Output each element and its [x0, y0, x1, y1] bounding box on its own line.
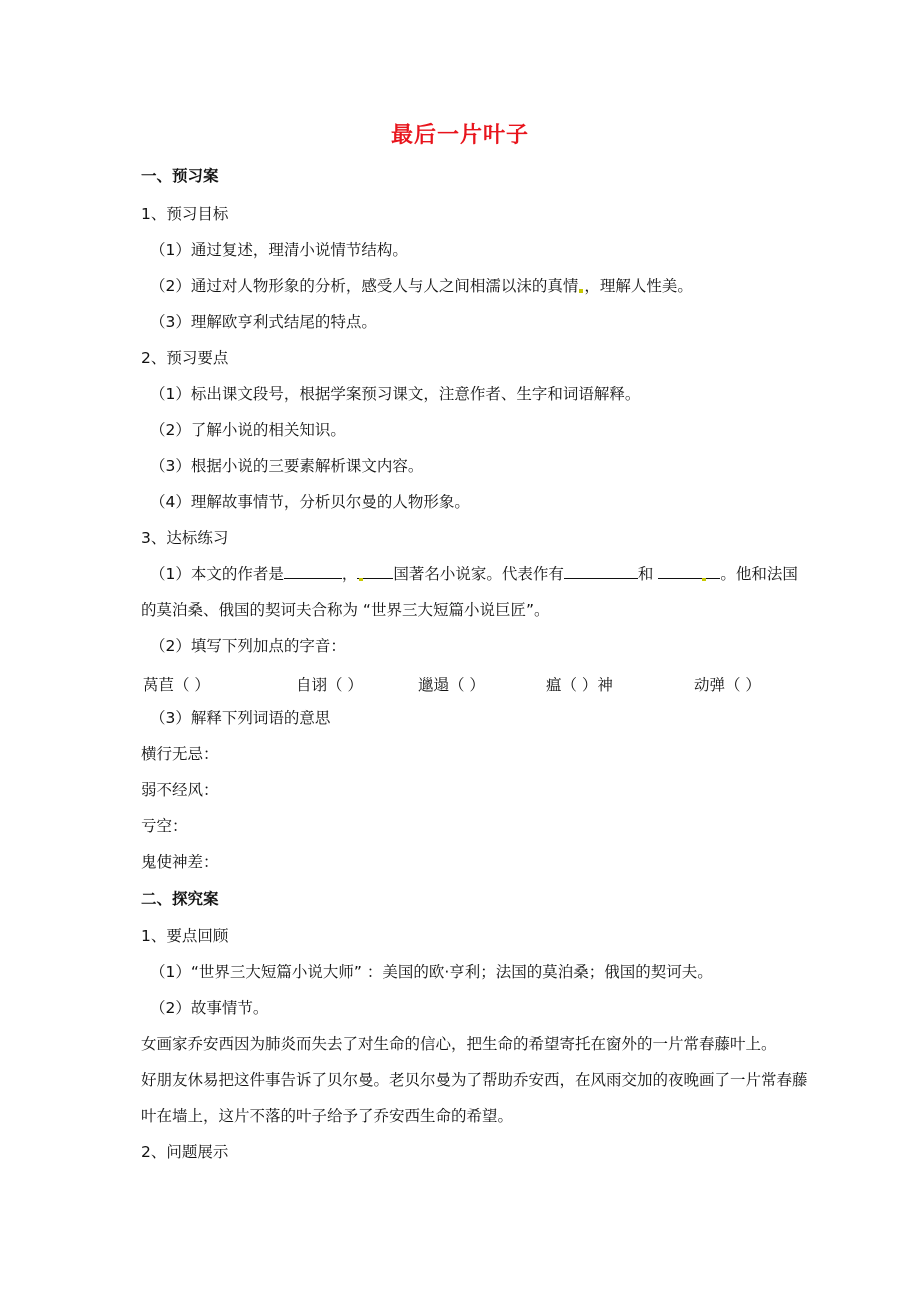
- blank-country[interactable]: [357, 564, 393, 579]
- list-item: （3）理解欧亨利式结尾的特点。: [150, 313, 377, 331]
- vocab-item: 鬼使神差：: [141, 853, 219, 871]
- paragraph-line: 女画家乔安西因为肺炎而失去了对生命的信心，把生命的希望寄托在窗外的一片常春藤叶上。: [141, 1035, 777, 1053]
- subsection-heading: 2、问题展示: [141, 1143, 229, 1161]
- list-item: （4）理解故事情节，分析贝尔曼的人物形象。: [150, 493, 470, 511]
- word-item: 邋遢（ ）: [418, 676, 485, 694]
- annotation-mark: [579, 289, 583, 293]
- list-item: （1）通过复述，理清小说情节结构。: [150, 241, 408, 259]
- fill-in-question: （1）本文的作者是 ， 国著名小说家。代表作有 和 。他和法国: [150, 565, 798, 583]
- blank-work-2[interactable]: [658, 564, 720, 579]
- subsection-heading: 2、预习要点: [141, 349, 229, 367]
- vocab-item: 亏空：: [141, 817, 188, 835]
- list-item: （3）解释下列词语的意思: [150, 709, 331, 727]
- vocab-item: 横行无忌：: [141, 745, 219, 763]
- list-item: （1）标出课文段号，根据学案预习课文，注意作者、生字和词语解释。: [150, 385, 641, 403]
- list-item: （3）根据小说的三要素解析课文内容。: [150, 457, 424, 475]
- vocab-item: 弱不经风：: [141, 781, 219, 799]
- word-item: 动弹（ ）: [694, 676, 761, 694]
- word-item: 莴苣（ ）: [143, 676, 210, 694]
- paragraph-line: 好朋友休易把这件事告诉了贝尔曼。老贝尔曼为了帮助乔安西，在风雨交加的夜晚画了一片常春藤: [141, 1071, 808, 1089]
- list-item: （2）了解小说的相关知识。: [150, 421, 346, 439]
- word-item: 瘟（ ）神: [546, 676, 613, 694]
- document-title: 最后一片叶子: [390, 123, 529, 148]
- blank-work-1[interactable]: [564, 564, 638, 579]
- section-heading: 一、预习案: [141, 167, 219, 185]
- list-item: （1）“世界三大短篇小说大师” ：美国的欧·亨利；法国的莫泊桑；俄国的契诃夫。: [150, 963, 713, 981]
- list-item: （2）通过对人物形象的分析，感受人与人之间相濡以沫的真情 ，理解人性美。: [150, 277, 693, 295]
- subsection-heading: 1、要点回顾: [141, 927, 229, 945]
- fill-in-question-continued: 的莫泊桑、俄国的契诃夫合称为 “世界三大短篇小说巨匠”。: [141, 601, 550, 619]
- blank-author[interactable]: [284, 564, 342, 579]
- list-item: （2）故事情节。: [150, 999, 269, 1017]
- subsection-heading: 3、达标练习: [141, 529, 229, 547]
- list-item: （2）填写下列加点的字音：: [150, 637, 346, 655]
- word-item: 自诩（ ）: [296, 676, 363, 694]
- section-heading: 二、探究案: [141, 890, 219, 908]
- subsection-heading: 1、预习目标: [141, 205, 229, 223]
- paragraph-line: 叶在墙上，这片不落的叶子给予了乔安西生命的希望。: [141, 1107, 514, 1125]
